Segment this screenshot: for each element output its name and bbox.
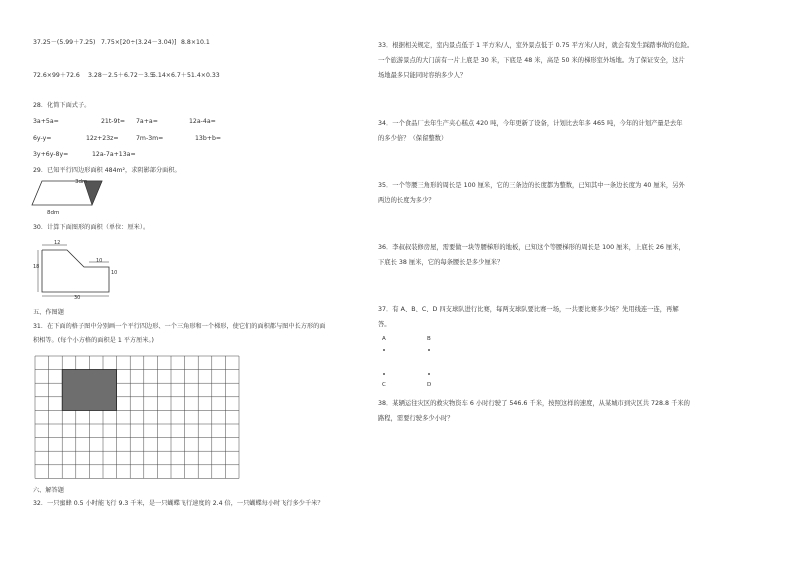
q29-top-label: 3dm — [75, 179, 88, 185]
q28-expr: 21t-9t= — [101, 118, 126, 125]
q33-line3: 场地最多只能同时容纳多少人？ — [378, 72, 467, 79]
q28-expr: 6y-y= — [33, 135, 52, 142]
q30-label-top: 12 — [54, 240, 61, 246]
q29-bottom-label: 8dm — [47, 210, 60, 216]
point-a-dot — [383, 349, 385, 351]
parallelogram-figure — [32, 178, 112, 218]
calc-5: 3.28－2.5＋6.72－3.5 — [88, 72, 154, 79]
q38-line1: 38．某辆运往灾区的救灾物资车 6 小时行驶了 546.6 千米，按照这样的速度，从某城市到灾区共 728.8 千米的 — [378, 400, 690, 407]
q28-expr: 3y+6y-8y= — [33, 151, 69, 158]
composite-shape-outline — [42, 250, 109, 292]
q36-line1: 36．李叔叔装修房屋，需要做一块等腰梯形的地板，已知这个等腰梯形的周长是 100 厘米，上底长 26 厘米， — [378, 244, 685, 251]
section-5-heading: 五、作图题 — [33, 309, 64, 316]
q28-expr: 13b+b= — [195, 135, 222, 142]
q35-line2: 两边的长度为多少？ — [378, 197, 435, 204]
square-grid[interactable] — [35, 356, 245, 476]
q31-line1: 31．在下面的格子图中分别画一个平行四边形、一个三角形和一个梯形，使它们的面积都与图中长方形的面 — [33, 323, 326, 330]
q35-line1: 35．一个等腰三角形的周长是 100 厘米，它的三条边的长度都为整数，已知其中一条边长度为 40 厘米，另外 — [378, 182, 685, 189]
team-points — [380, 346, 440, 386]
q34-line2: 的多少倍？（保留整数） — [378, 135, 448, 142]
q28-expr: 12z+23z= — [86, 135, 119, 142]
point-b-label: B — [427, 336, 431, 342]
calc-6: 5.14×6.7＋51.4×0.33 — [152, 72, 220, 79]
point-d-label: D — [427, 382, 432, 388]
q31-line2: 积相等。(每个小方格的面积是 1 平方厘米。) — [33, 337, 154, 344]
q29-text: 29．已知平行四边形面积 484m²，求阴影部分面积。 — [33, 167, 181, 174]
calc-3: 8.8×10.1 — [181, 39, 210, 46]
point-b-dot — [428, 349, 430, 351]
q32-text: 32．一只蜜蜂 0.5 小时能飞行 9.3 千米，是一只蝴蝶飞行速度的 2.4 倍，一只蝴蝶每小时飞行多少千米？ — [33, 500, 324, 507]
q28-expr: 7a+a= — [136, 118, 158, 125]
shaded-rectangle — [62, 370, 116, 411]
q28-title: 28．化简下面式子。 — [33, 102, 91, 109]
q37-line1: 37．有 A、B、C、D 四支球队进行比赛，每两支球队要比赛一场，一共要比赛多少场？先用线连一连，再解 — [378, 306, 679, 313]
q30-text: 30．计算下面图形的面积（单位：厘米）。 — [33, 224, 150, 231]
q34-line1: 34．一个食品厂去年生产夹心糕点 420 吨，今年更新了设备，计划比去年多 465 吨，今年的计划产量是去年 — [378, 120, 683, 127]
q30-label-left: 18 — [33, 264, 40, 270]
point-a-label: A — [382, 336, 386, 342]
q38-line2: 路程，需要行驶多少小时？ — [378, 415, 454, 422]
q28-expr: 3a+5a= — [33, 118, 59, 125]
point-c-dot — [383, 373, 385, 375]
q37-line2: 答。 — [378, 321, 391, 328]
section-6-heading: 六、解答题 — [33, 487, 64, 494]
calc-2: 7.75×[20÷(3.24－3.04)] — [101, 39, 177, 46]
point-d-dot — [428, 373, 430, 375]
q30-label-inner: 10 — [111, 270, 118, 276]
q30-label-middle: 10 — [96, 258, 103, 264]
calc-4: 72.6×99＋72.6 — [33, 72, 80, 79]
composite-shape-figure — [34, 240, 114, 300]
point-c-label: C — [382, 382, 386, 388]
q28-expr: 12a-4a= — [189, 118, 216, 125]
q28-expr: 7m-3m= — [136, 135, 164, 142]
q28-expr: 12a-7a+13a= — [92, 151, 136, 158]
q36-line2: 下底长 38 厘米，它的每条腰长是多少厘米？ — [378, 259, 504, 266]
q33-line2: 一个旅游景点的大门前有一片上底是 30 米，下底是 48 米，高是 50 米的梯形室外场地。为了保证安全，这片 — [378, 57, 685, 64]
q33-line1: 33．根据相关规定，室内景点低于 1 平方米/人，室外景点低于 0.75 平方米/人时，就会有发生踩踏事故的危险。 — [378, 42, 694, 49]
calc-1: 37.25－(5.99＋7.25) — [33, 39, 96, 46]
q30-label-bottom: 30 — [74, 295, 81, 301]
